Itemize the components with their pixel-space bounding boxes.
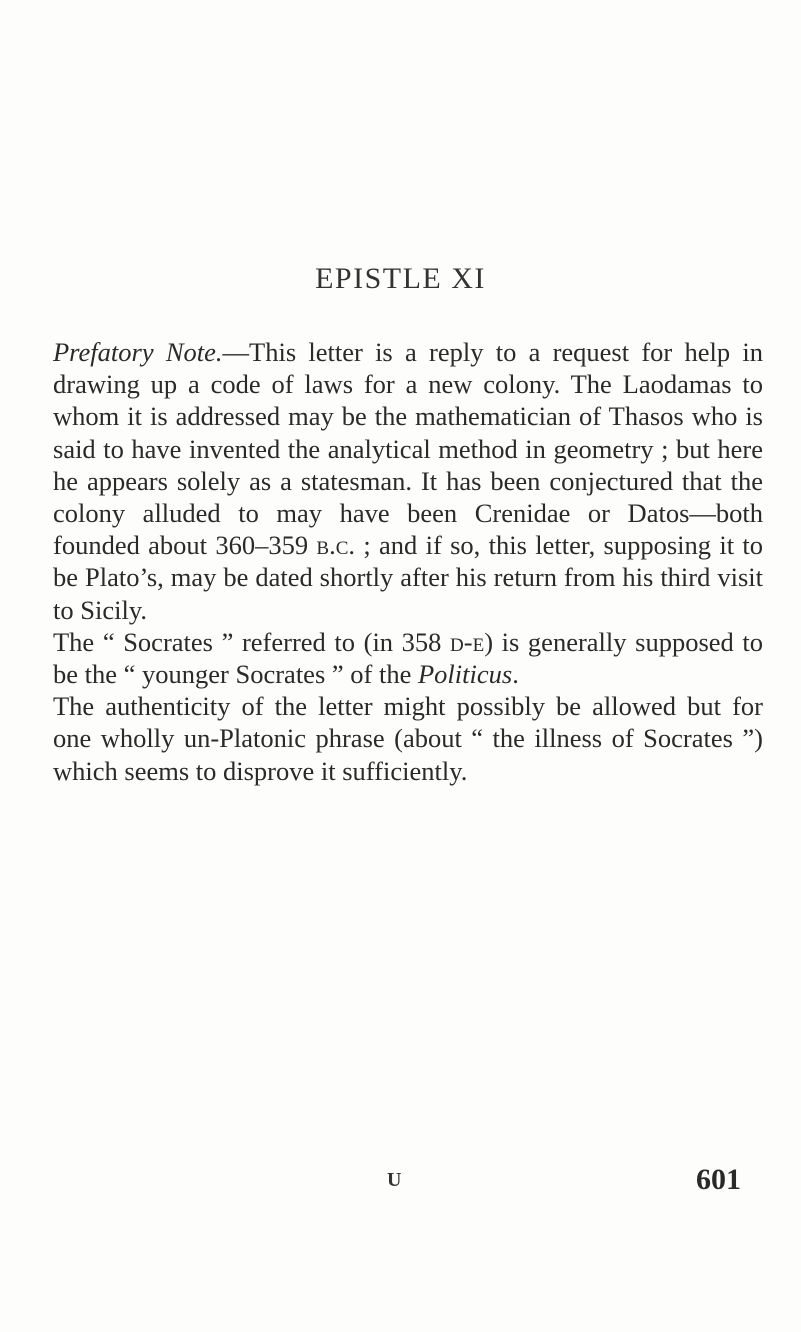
paragraph-2-text-b: ) is generally supposed to be the “ younger Socrates ” of the <box>53 626 763 690</box>
paragraph-2 <box>53 626 763 690</box>
paragraph-1-text-b: ; and if so, this letter, supposing it to be Plato’s, may be dated shortly after his return from his third visit to Sicily. <box>53 530 763 625</box>
page-footer <box>0 1163 801 1203</box>
prefatory-note-lead: Prefatory Note. <box>53 337 223 367</box>
stephanus-reference: d-e <box>450 626 485 657</box>
signature-mark: U <box>387 1169 402 1191</box>
paragraph-3-text: The authenticity of the letter might possibly be allowed but for one wholly un-Platonic phrase (about “ the illness of Socrates ”) which seems to disprove it sufficiently. <box>53 691 763 786</box>
paragraph-1 <box>53 336 763 626</box>
paragraph-2-text-a: The “ Socrates ” referred to (in 358 <box>53 626 451 657</box>
page-number: 601 <box>696 1163 741 1196</box>
prefatory-note <box>53 336 763 787</box>
paragraph-3 <box>53 690 763 787</box>
page-title: EPISTLE XI <box>315 262 486 295</box>
paragraph-2-text-c: . <box>512 659 519 690</box>
paragraph-1-text-a: —This letter is a reply to a request for help in drawing up a code of laws for a new colony. The Laodamas to whom it is addressed may be the mathematician of Thasos who is said to have invented the analytical method in geometry ; but here he appears solely as a statesman. It has been conjectured that the colony alluded to may have been Crenidae or Datos—both founded about 360–359 <box>53 337 763 561</box>
work-title: Politicus <box>417 659 513 690</box>
era-abbreviation: b.c. <box>316 530 356 561</box>
